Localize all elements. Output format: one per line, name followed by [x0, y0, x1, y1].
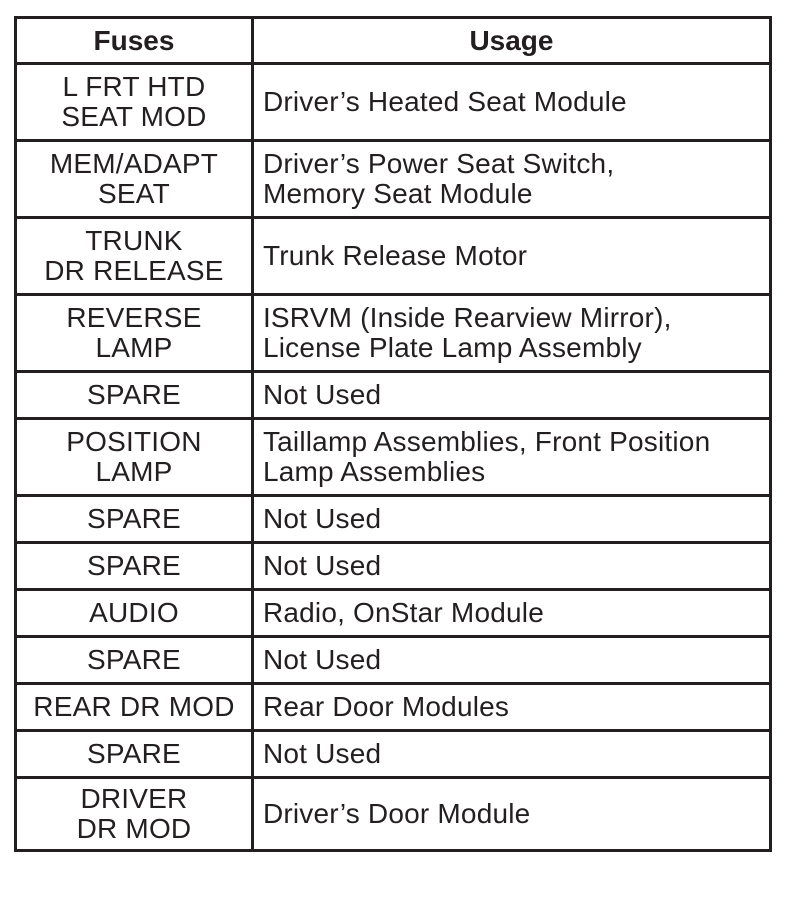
- table-row: [16, 218, 771, 295]
- table-row: [16, 543, 771, 590]
- fuse-usage-cell: Driver’s Power Seat Switch, Memory Seat Module: [252, 141, 770, 218]
- table-row: [16, 590, 771, 637]
- fuse-name-cell: MEM/ADAPT SEAT: [16, 141, 253, 218]
- fuse-name-cell: REAR DR MOD: [16, 684, 253, 731]
- table-row: [16, 731, 771, 778]
- table-row: [16, 64, 771, 141]
- fuse-usage-cell: Not Used: [252, 496, 770, 543]
- fuse-usage-cell: Not Used: [252, 637, 770, 684]
- fuse-name-cell: SPARE: [16, 637, 253, 684]
- fuse-name-cell: REVERSE LAMP: [16, 295, 253, 372]
- fuse-usage-cell: Not Used: [252, 372, 770, 419]
- fuse-name-cell: L FRT HTD SEAT MOD: [16, 64, 253, 141]
- fuse-name-cell: AUDIO: [16, 590, 253, 637]
- fuse-usage-cell: Driver’s Door Module: [252, 778, 770, 851]
- fuse-name-cell: DRIVER DR MOD: [16, 778, 253, 851]
- fuse-usage-cell: Rear Door Modules: [252, 684, 770, 731]
- fuse-usage-table: [14, 16, 772, 852]
- table-row: [16, 684, 771, 731]
- fuse-name-cell: TRUNK DR RELEASE: [16, 218, 253, 295]
- fuse-usage-cell: Radio, OnStar Module: [252, 590, 770, 637]
- fuse-usage-cell: Not Used: [252, 731, 770, 778]
- fuse-name-cell: POSITION LAMP: [16, 419, 253, 496]
- table-row: [16, 496, 771, 543]
- usage-column-header: Usage: [252, 18, 770, 64]
- fuse-usage-cell: Taillamp Assemblies, Front Position Lamp Assemblies: [252, 419, 770, 496]
- table-row: [16, 372, 771, 419]
- table-row: [16, 141, 771, 218]
- table-row: [16, 778, 771, 851]
- fuse-name-cell: SPARE: [16, 372, 253, 419]
- fuses-column-header: Fuses: [16, 18, 253, 64]
- fuse-usage-cell: Trunk Release Motor: [252, 218, 770, 295]
- fuse-name-cell: SPARE: [16, 731, 253, 778]
- fuse-usage-cell: Driver’s Heated Seat Module: [252, 64, 770, 141]
- fuse-name-cell: SPARE: [16, 543, 253, 590]
- table-row: [16, 295, 771, 372]
- fuse-usage-cell: ISRVM (Inside Rearview Mirror), License Plate Lamp Assembly: [252, 295, 770, 372]
- table-row: [16, 637, 771, 684]
- table-row: [16, 419, 771, 496]
- fuse-usage-cell: Not Used: [252, 543, 770, 590]
- table-header-row: [16, 18, 771, 64]
- fuse-name-cell: SPARE: [16, 496, 253, 543]
